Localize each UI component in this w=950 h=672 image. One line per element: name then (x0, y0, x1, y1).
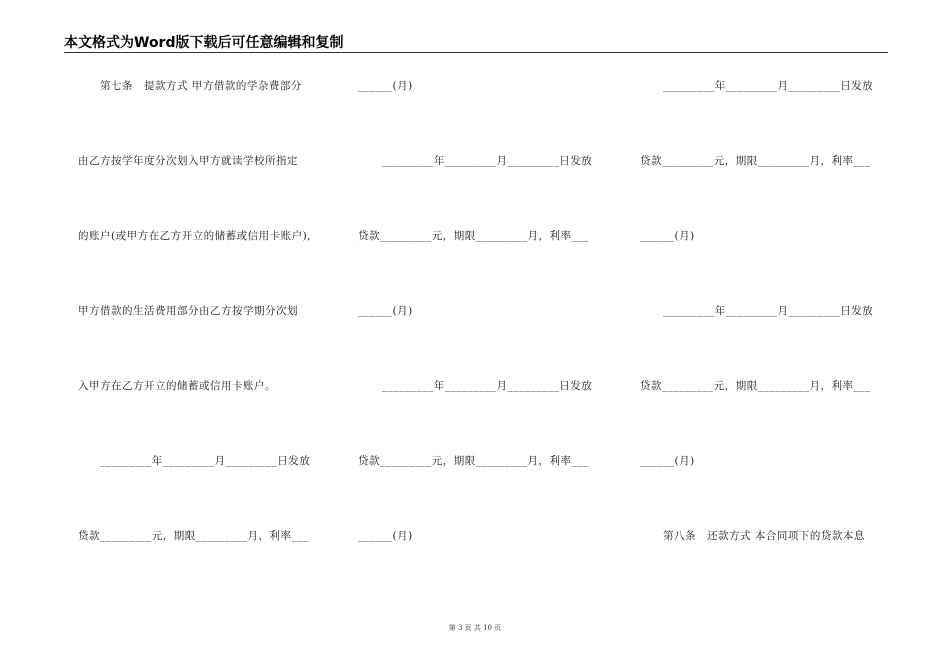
right-line-1: _________年_________月_________日发放 (663, 80, 874, 92)
left-line-5: 入甲方在乙方开立的储蓄或信用卡账户。 (78, 380, 276, 392)
left-line-4: 甲方借款的生活费用部分由乙方按学期分次划 (78, 305, 298, 317)
page-number: 第 3 页 共 10 页 (448, 624, 502, 632)
left-line-2: 由乙方按学年度分次划入甲方就读学校所指定 (78, 155, 298, 167)
left-line-7: 贷款_________元，期限_________月，利率___ (78, 530, 309, 542)
right-line-3: ______(月) (640, 230, 695, 242)
right-line-5: 贷款_________元，期限_________月，利率___ (640, 380, 871, 392)
middle-line-1: ______(月) (358, 80, 413, 92)
page-header (64, 34, 888, 53)
middle-line-5: _________年_________月_________日发放 (382, 380, 593, 392)
header-title: 本文格式为Word版下载后可任意编辑和复制 (64, 35, 344, 51)
right-line-2: 贷款_________元，期限_________月，利率___ (640, 155, 871, 167)
middle-line-2: _________年_________月_________日发放 (382, 155, 593, 167)
middle-line-3: 贷款_________元，期限_________月，利率___ (358, 230, 589, 242)
right-line-4: _________年_________月_________日发放 (663, 305, 874, 317)
left-line-3: 的账户(或甲方在乙方开立的储蓄或信用卡账户), (78, 230, 312, 242)
middle-line-6: 贷款_________元，期限_________月，利率___ (358, 455, 589, 467)
left-line-6: _________年_________月_________日发放 (100, 455, 311, 467)
left-line-1: 第七条 提款方式 甲方借款的学杂费部分 (100, 80, 302, 92)
right-line-7: 第八条 还款方式 本合同项下的贷款本息 (663, 530, 865, 542)
right-line-6: ______(月) (640, 455, 695, 467)
middle-line-4: ______(月) (358, 305, 413, 317)
middle-line-7: ______(月) (358, 530, 413, 542)
